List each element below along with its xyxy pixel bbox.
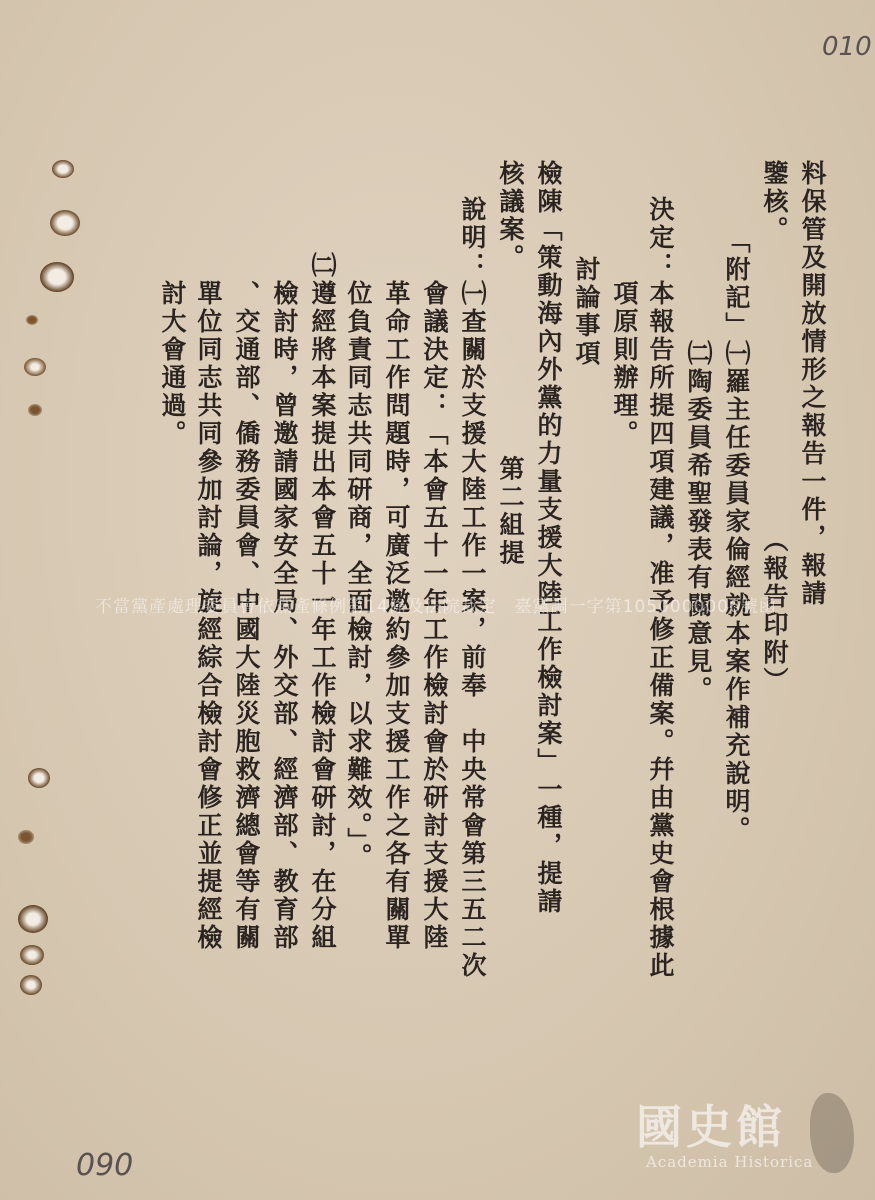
page-number-bottom: 090 [76,1148,134,1183]
logo-seal-icon [810,1093,854,1173]
text-column-5: 決定：本報告所提四項建議，准予修正備案。幷由黨史會根據此 [646,196,675,980]
text-column-8: 檢陳「策動海內外黨的力量支援大陸工作檢討案」一種，提請 [534,160,563,916]
watermark-text: 不當黨產處理委員會依黨產條例第14條及法院裁定 臺黨調一字第1050000006號函 [95,597,777,617]
logo-chinese-text: 國史館 [636,1100,786,1154]
text-column-13: 位負責同志共同研商，全面檢討，以求難效。」。 [344,196,373,871]
text-column-4: ㈡陶委員希聖發表有關意見。 [684,228,713,704]
text-column-17: 單位同志共同參加討論，旋經綜合檢討會修正並提經檢 [194,196,223,952]
academia-historica-logo [620,1085,860,1180]
text-column-11: 會議決定：「本會五十一年工作檢討會於研討支援大陸 [420,196,449,952]
page-number-top: 010 [822,32,872,62]
text-column-14: ㈡遵經將本案提出本會五十一年工作檢討會研討，在分組 [308,196,337,952]
text-column-7: 討論事項 [572,200,601,368]
text-column-6: 項原則辦理。 [610,196,639,448]
text-column-18: 討大會通過。 [158,196,187,448]
logo-english-text: Academia Historica [646,1153,814,1171]
text-column-3: 「附記」㈠羅主任委員家倫經就本案作補充說明。 [722,228,751,844]
text-column-12: 革命工作問題時，可廣泛邀約參加支援工作之各有關單 [382,196,411,952]
text-column-15: 檢討時，曾邀請國家安全局、外交部、經濟部、教育部 [270,196,299,952]
text-column-1: 料保管及開放情形之報告一件，報請 [798,160,827,608]
text-column-16: 、交通部、僑務委員會、中國大陸災胞救濟總會等有關 [232,196,261,952]
text-column-2: 鑒核。 （報告印附） [760,160,789,695]
text-column-9: 核議案。 第二組提 [496,160,525,568]
text-column-10: 說明：㈠查關於支援大陸工作一案，前奉 中央常會第三五二次 [458,196,487,980]
